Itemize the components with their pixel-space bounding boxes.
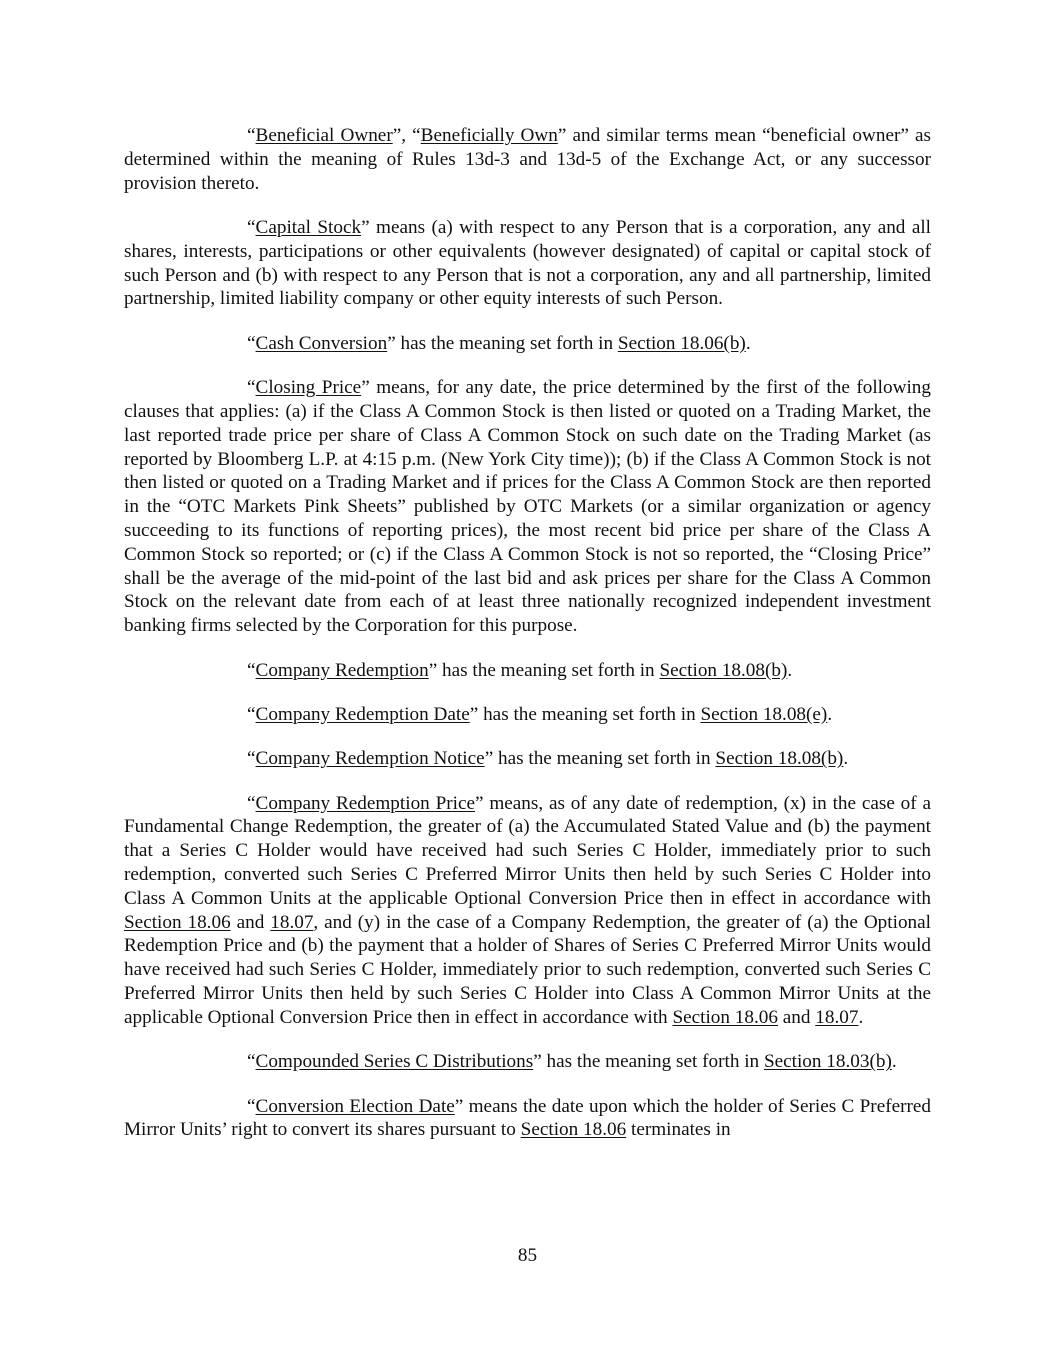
definition-company-redemption-price: [124, 792, 931, 1030]
underlined-term: Section 18.06: [520, 1119, 627, 1141]
text-run: “: [247, 748, 256, 770]
document-page: [124, 124, 931, 1163]
text-run: “: [247, 1051, 256, 1073]
text-run: ” has the meaning set forth in: [533, 1051, 764, 1073]
underlined-term: Closing Price: [255, 377, 362, 399]
underlined-term: 18.07: [815, 1006, 859, 1028]
text-run: and: [230, 911, 271, 933]
text-run: .: [843, 748, 849, 770]
underlined-term: Section 18.06(b): [617, 332, 746, 354]
underlined-term: Beneficially Own: [420, 125, 558, 146]
definition-cash-conversion: [124, 332, 931, 356]
text-run: ” means (a) with respect to any Person that is a corporation, any and all shares, interests, participations or other equivalents (however designated) of capital or capital stock of such Person and (b) with respect to any Person that is not a corporation, any and all partnership, limited partnership, limited liability company or other equity interests of such Person.: [124, 216, 931, 310]
text-run: , and (y) in the case of a Company Redemption, the greater of (a) the Optional Redemption Price and (b) the payment that a holder of Shares of Series C Preferred Mirror Units would have received had such Series C Holder, immediately prior to such redemption, converted such Series C Preferred Mirror Units then held by such Series C Holder into Class A Common Mirror Units at the applicable Optional Conversion Price then in effect in accordance with: [124, 911, 931, 1028]
underlined-term: Cash Conversion: [255, 332, 388, 354]
definition-capital-stock: [124, 216, 931, 311]
underlined-term: Company Redemption Date: [255, 703, 470, 725]
text-run: ” means the date upon which the holder of Series C Preferred Mirror Units’ right to convert its shares pursuant to: [124, 1095, 932, 1141]
text-run: terminates in: [626, 1119, 731, 1141]
underlined-term: Section 18.06: [672, 1006, 778, 1028]
text-run: .: [891, 1051, 897, 1073]
text-run: “: [247, 377, 256, 399]
underlined-term: Section 18.08(e): [700, 703, 828, 725]
text-run: ” means, as of any date of redemption, (x) in the case of a Fundamental Change Redemption, the greater of (a) the Accumulated Stated Value and (b) the payment that a Series C Holder would have received had such Series C Holder, immediately prior to such redemption, converted such Series C Preferred Mirror Units then held by such Series C Holder into Class A Common Units at the applicable Optional Conversion Price then in effect in accordance with: [124, 792, 931, 909]
underlined-term: Company Redemption Notice: [255, 748, 485, 770]
text-run: .: [827, 703, 833, 725]
definition-company-redemption: [124, 659, 931, 683]
underlined-term: Company Redemption Price: [255, 792, 475, 814]
text-run: “: [247, 332, 256, 354]
definition-company-redemption-date: [124, 703, 931, 727]
text-run: .: [787, 659, 793, 681]
text-run: “: [247, 792, 256, 814]
text-run: “: [247, 125, 256, 146]
definition-closing-price: [124, 376, 931, 638]
text-run: ” has the meaning set forth in: [428, 659, 660, 681]
definition-conversion-election-date: [124, 1095, 931, 1143]
definition-company-redemption-notice: [124, 747, 931, 771]
text-run: “: [247, 659, 256, 681]
underlined-term: Compounded Series C Distributions: [255, 1051, 534, 1073]
text-run: and: [777, 1006, 816, 1028]
underlined-term: Beneficial Owner: [255, 125, 393, 146]
definition-beneficial-owner: [124, 124, 931, 195]
text-run: “: [247, 703, 256, 725]
text-run: .: [745, 332, 751, 354]
page-number: 85: [517, 1245, 538, 1266]
text-run: ” means, for any date, the price determined by the first of the following clauses that applies: (a) if the Class A Common Stock is then listed or quoted on a Trading Market, the last reported trade price per share of Class A Common Stock on such date on the Trading Market (as reported by Bloomberg L.P. at 4:15 p.m. (New York City time)); (b) if the Class A Common Stock is not then listed or quoted on a Trading Market and if prices for the Class A Common Stock are then reported in the “OTC Markets Pink Sheets” published by OTC Markets (or a similar organization or agency succeeding to its functions of reporting prices), the most recent bid price per share of the Class A Common Stock so reported; or (c) if the Class A Common Stock is not so reported, the “Closing Price” shall be the average of the mid-point of the last bid and ask prices per share for the Class A Common Stock on the relevant date from each of at least three nationally recognized independent investment banking firms selected by the Corporation for this purpose.: [124, 377, 931, 637]
text-run: ” and similar terms mean “beneficial owner” as determined within the meaning of Rules 13d-3 and 13d-5 of the Exchange Act, or any successor provision thereto.: [124, 125, 931, 194]
underlined-term: Section 18.08(b): [715, 748, 844, 770]
definitions-list: [124, 124, 931, 1142]
text-run: ” has the meaning set forth in: [469, 703, 701, 725]
underlined-term: Section 18.03(b): [763, 1051, 892, 1073]
definition-compounded-series-c-distributions: [124, 1050, 931, 1074]
underlined-term: Company Redemption: [255, 659, 429, 681]
text-run: ” has the meaning set forth in: [387, 332, 618, 354]
underlined-term: 18.07: [270, 911, 314, 933]
underlined-term: Section 18.08(b): [659, 659, 788, 681]
text-run: “: [247, 1095, 256, 1117]
underlined-term: Capital Stock: [255, 216, 362, 238]
underlined-term: Conversion Election Date: [255, 1095, 455, 1117]
underlined-term: Section 18.06: [124, 911, 231, 933]
text-run: ” has the meaning set forth in: [484, 748, 716, 770]
text-run: “: [247, 216, 256, 238]
text-run: ”, “: [392, 125, 421, 146]
text-run: .: [858, 1006, 864, 1028]
